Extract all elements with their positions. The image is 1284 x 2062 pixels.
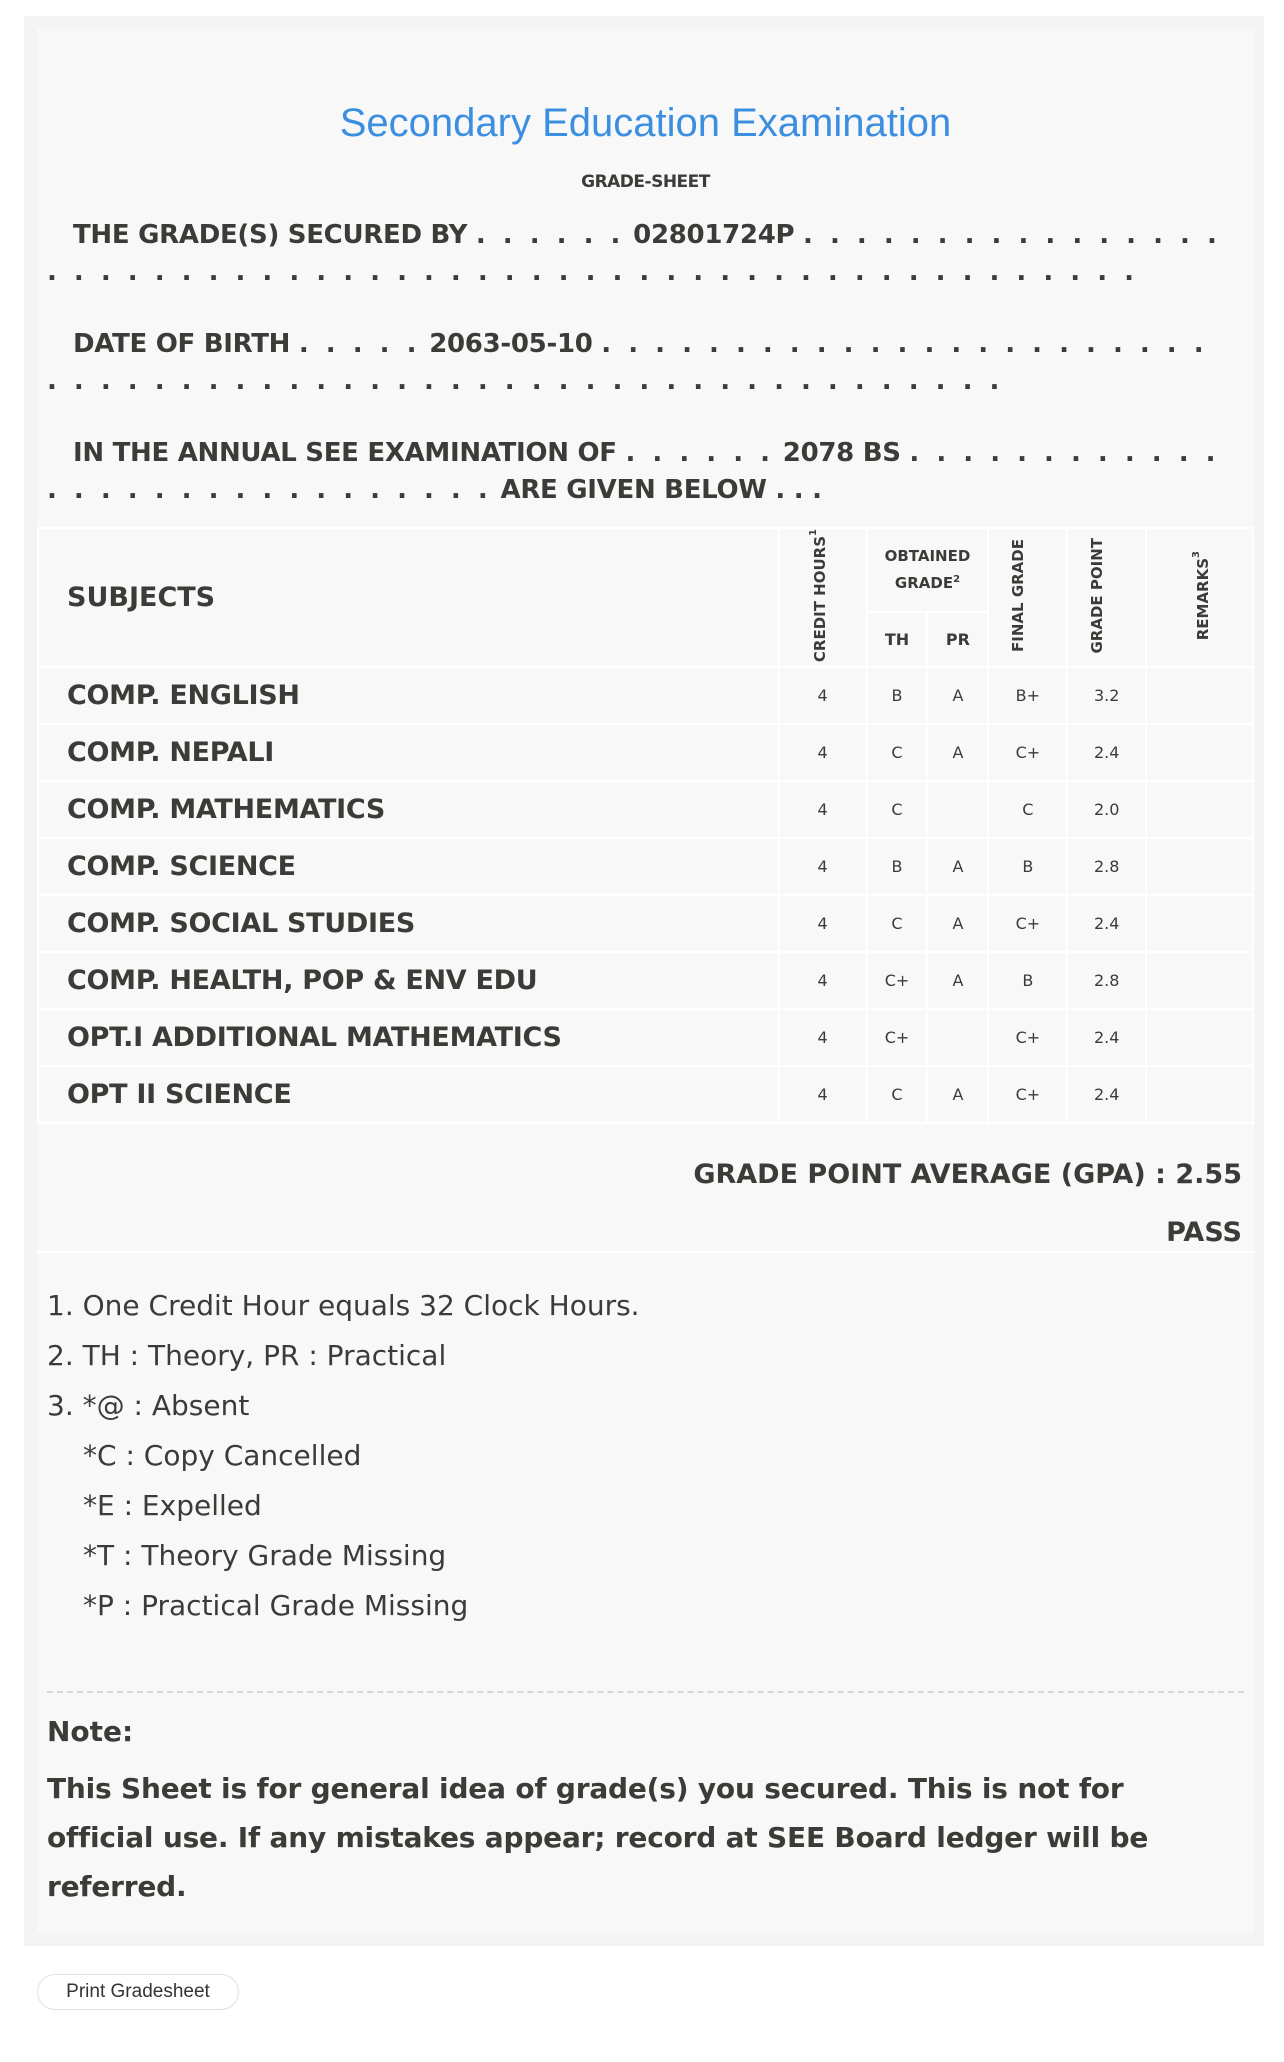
table-row xyxy=(38,781,1253,838)
remarks-cell xyxy=(1146,724,1253,781)
dashed-divider xyxy=(47,1691,1244,1693)
header-pr: PR xyxy=(927,612,988,667)
subject-cell: COMP. HEALTH, POP & ENV EDU xyxy=(38,952,779,1009)
header-credit-label: CREDIT HOURS xyxy=(810,535,829,663)
grade-point-cell: 2.0 xyxy=(1067,781,1146,838)
remarks-cell xyxy=(1146,1066,1253,1123)
credit-cell: 4 xyxy=(779,838,867,895)
header-final-label: FINAL GRADE xyxy=(1008,539,1027,653)
th-grade-cell: C+ xyxy=(867,1009,928,1066)
th-grade-cell: B xyxy=(867,838,928,895)
grade-point-cell: 2.8 xyxy=(1067,838,1146,895)
credit-cell: 4 xyxy=(779,1066,867,1123)
header-grade-point xyxy=(1067,528,1146,667)
pr-grade-cell xyxy=(927,781,988,838)
footnote-item: *E : Expelled xyxy=(83,1489,262,1522)
footnote-item: *T : Theory Grade Missing xyxy=(83,1539,447,1572)
remarks-cell xyxy=(1146,667,1253,724)
gradesheet-container xyxy=(24,16,1264,1946)
gpa-value: GRADE POINT AVERAGE (GPA) : 2.55 xyxy=(693,1159,1242,1190)
final-grade-cell: C xyxy=(988,781,1067,838)
grade-point-cell: 2.4 xyxy=(1067,1066,1146,1123)
grade-point-cell: 2.4 xyxy=(1067,895,1146,952)
subject-cell: OPT II SCIENCE xyxy=(38,1066,779,1123)
footnote-item: *C : Copy Cancelled xyxy=(83,1439,362,1472)
footnote-item: *P : Practical Grade Missing xyxy=(83,1589,469,1622)
header-obtained-label: OBTAINED GRADE xyxy=(884,547,971,593)
table-row xyxy=(38,724,1253,781)
header-remarks xyxy=(1146,528,1253,667)
footnote-ref: 1 xyxy=(807,529,819,536)
page-title: Secondary Education Examination xyxy=(339,101,952,145)
th-grade-cell: C xyxy=(867,895,928,952)
final-grade-cell: C+ xyxy=(988,1066,1067,1123)
pr-grade-cell: A xyxy=(927,952,988,1009)
pr-grade-cell: A xyxy=(927,724,988,781)
credit-cell: 4 xyxy=(779,952,867,1009)
remarks-cell xyxy=(1146,895,1253,952)
gradesheet-panel xyxy=(37,29,1254,1933)
result-status: PASS xyxy=(1166,1217,1242,1248)
credit-cell: 4 xyxy=(779,895,867,952)
grade-point-cell: 2.8 xyxy=(1067,952,1146,1009)
subject-cell: COMP. SCIENCE xyxy=(38,838,779,895)
final-grade-cell: B xyxy=(988,838,1067,895)
exam-year: 2078 BS xyxy=(782,438,901,468)
remarks-cell xyxy=(1146,952,1253,1009)
footnotes xyxy=(47,1281,640,1631)
th-grade-cell: C xyxy=(867,1066,928,1123)
pr-grade-cell: A xyxy=(927,838,988,895)
footnote-item: 3. *@ : Absent xyxy=(47,1389,250,1422)
subject-cell: COMP. ENGLISH xyxy=(38,667,779,724)
divider xyxy=(37,1251,1254,1253)
leader-dots: . . . . . . . . . . . . . . . . . . . . . . . . . . . . . . . . . . . . . . . . . . . . . . . . . . . . . . . . . . . xyxy=(47,329,1208,396)
table-row xyxy=(38,838,1253,895)
subject-cell: COMP. MATHEMATICS xyxy=(38,781,779,838)
grade-point-cell: 3.2 xyxy=(1067,667,1146,724)
leader-dots: . . . . . xyxy=(298,329,421,359)
leader-dots: . . . . . . xyxy=(625,438,775,468)
credit-cell: 4 xyxy=(779,667,867,724)
header-credit-hours xyxy=(779,528,867,667)
note-body: This Sheet is for general idea of grade(s) you secured. This is not for official use. If any mistakes appear; record at SEE Board ledger will be referred. xyxy=(47,1772,1149,1903)
credit-cell: 4 xyxy=(779,1009,867,1066)
th-grade-cell: C xyxy=(867,724,928,781)
exam-line xyxy=(47,435,1234,509)
remarks-cell xyxy=(1146,781,1253,838)
credit-cell: 4 xyxy=(779,724,867,781)
secured-by-line xyxy=(47,217,1234,291)
print-gradesheet-button[interactable]: Print Gradesheet xyxy=(37,1974,239,2010)
footnote-item: 1. One Credit Hour equals 32 Clock Hours. xyxy=(47,1289,640,1322)
table-row xyxy=(38,952,1253,1009)
pr-grade-cell: A xyxy=(927,1066,988,1123)
final-grade-cell: C+ xyxy=(988,724,1067,781)
subject-cell: OPT.I ADDITIONAL MATHEMATICS xyxy=(38,1009,779,1066)
table-row xyxy=(38,895,1253,952)
exam-tail: ARE GIVEN BELOW . . . xyxy=(500,475,822,505)
header-subjects: SUBJECTS xyxy=(38,528,779,667)
pr-grade-cell: A xyxy=(927,895,988,952)
final-grade-cell: B+ xyxy=(988,667,1067,724)
dob-line xyxy=(47,326,1234,400)
final-grade-cell: B xyxy=(988,952,1067,1009)
subject-cell: COMP. SOCIAL STUDIES xyxy=(38,895,779,952)
footnote-item: 2. TH : Theory, PR : Practical xyxy=(47,1339,447,1372)
grade-point-cell: 2.4 xyxy=(1067,724,1146,781)
note-heading: Note: xyxy=(47,1715,134,1748)
credit-cell: 4 xyxy=(779,781,867,838)
leader-dots: . . . . . . . . . . . . . . . . . . . . . . . . . . . . . xyxy=(47,438,1220,505)
pr-grade-cell: A xyxy=(927,667,988,724)
header-point-label: GRADE POINT xyxy=(1087,537,1106,654)
exam-label: IN THE ANNUAL SEE EXAMINATION OF xyxy=(73,438,617,468)
grade-point-cell: 2.4 xyxy=(1067,1009,1146,1066)
final-grade-cell: C+ xyxy=(988,1009,1067,1066)
footnote-ref: 2 xyxy=(953,574,961,586)
secured-by-label: THE GRADE(S) SECURED BY xyxy=(73,220,468,250)
dob-value: 2063-05-10 xyxy=(429,329,593,359)
leader-dots: . . . . . . xyxy=(475,220,625,250)
symbol-number: 02801724P xyxy=(633,220,795,250)
header-final-grade xyxy=(988,528,1067,667)
footnote-ref: 3 xyxy=(1190,550,1202,558)
header-th: TH xyxy=(867,612,928,667)
header-remarks-label: REMARKS xyxy=(1193,557,1212,641)
table-row xyxy=(38,667,1253,724)
page-subtitle: GRADE-SHEET xyxy=(581,172,710,192)
pr-grade-cell xyxy=(927,1009,988,1066)
final-grade-cell: C+ xyxy=(988,895,1067,952)
dob-label: DATE OF BIRTH xyxy=(73,329,291,359)
table-row xyxy=(38,1066,1253,1123)
th-grade-cell: C+ xyxy=(867,952,928,1009)
subject-cell: COMP. NEPALI xyxy=(38,724,779,781)
grades-table xyxy=(37,527,1254,1124)
remarks-cell xyxy=(1146,1009,1253,1066)
table-row xyxy=(38,1009,1253,1066)
th-grade-cell: C xyxy=(867,781,928,838)
header-obtained-grade xyxy=(867,528,989,612)
leader-dots: . . . . . . . . . . . . . . . . . . . . . . . . . . . . . . . . . . . . . . . . . . . . . . . . . . . . . . . . . xyxy=(47,220,1221,287)
th-grade-cell: B xyxy=(867,667,928,724)
remarks-cell xyxy=(1146,838,1253,895)
